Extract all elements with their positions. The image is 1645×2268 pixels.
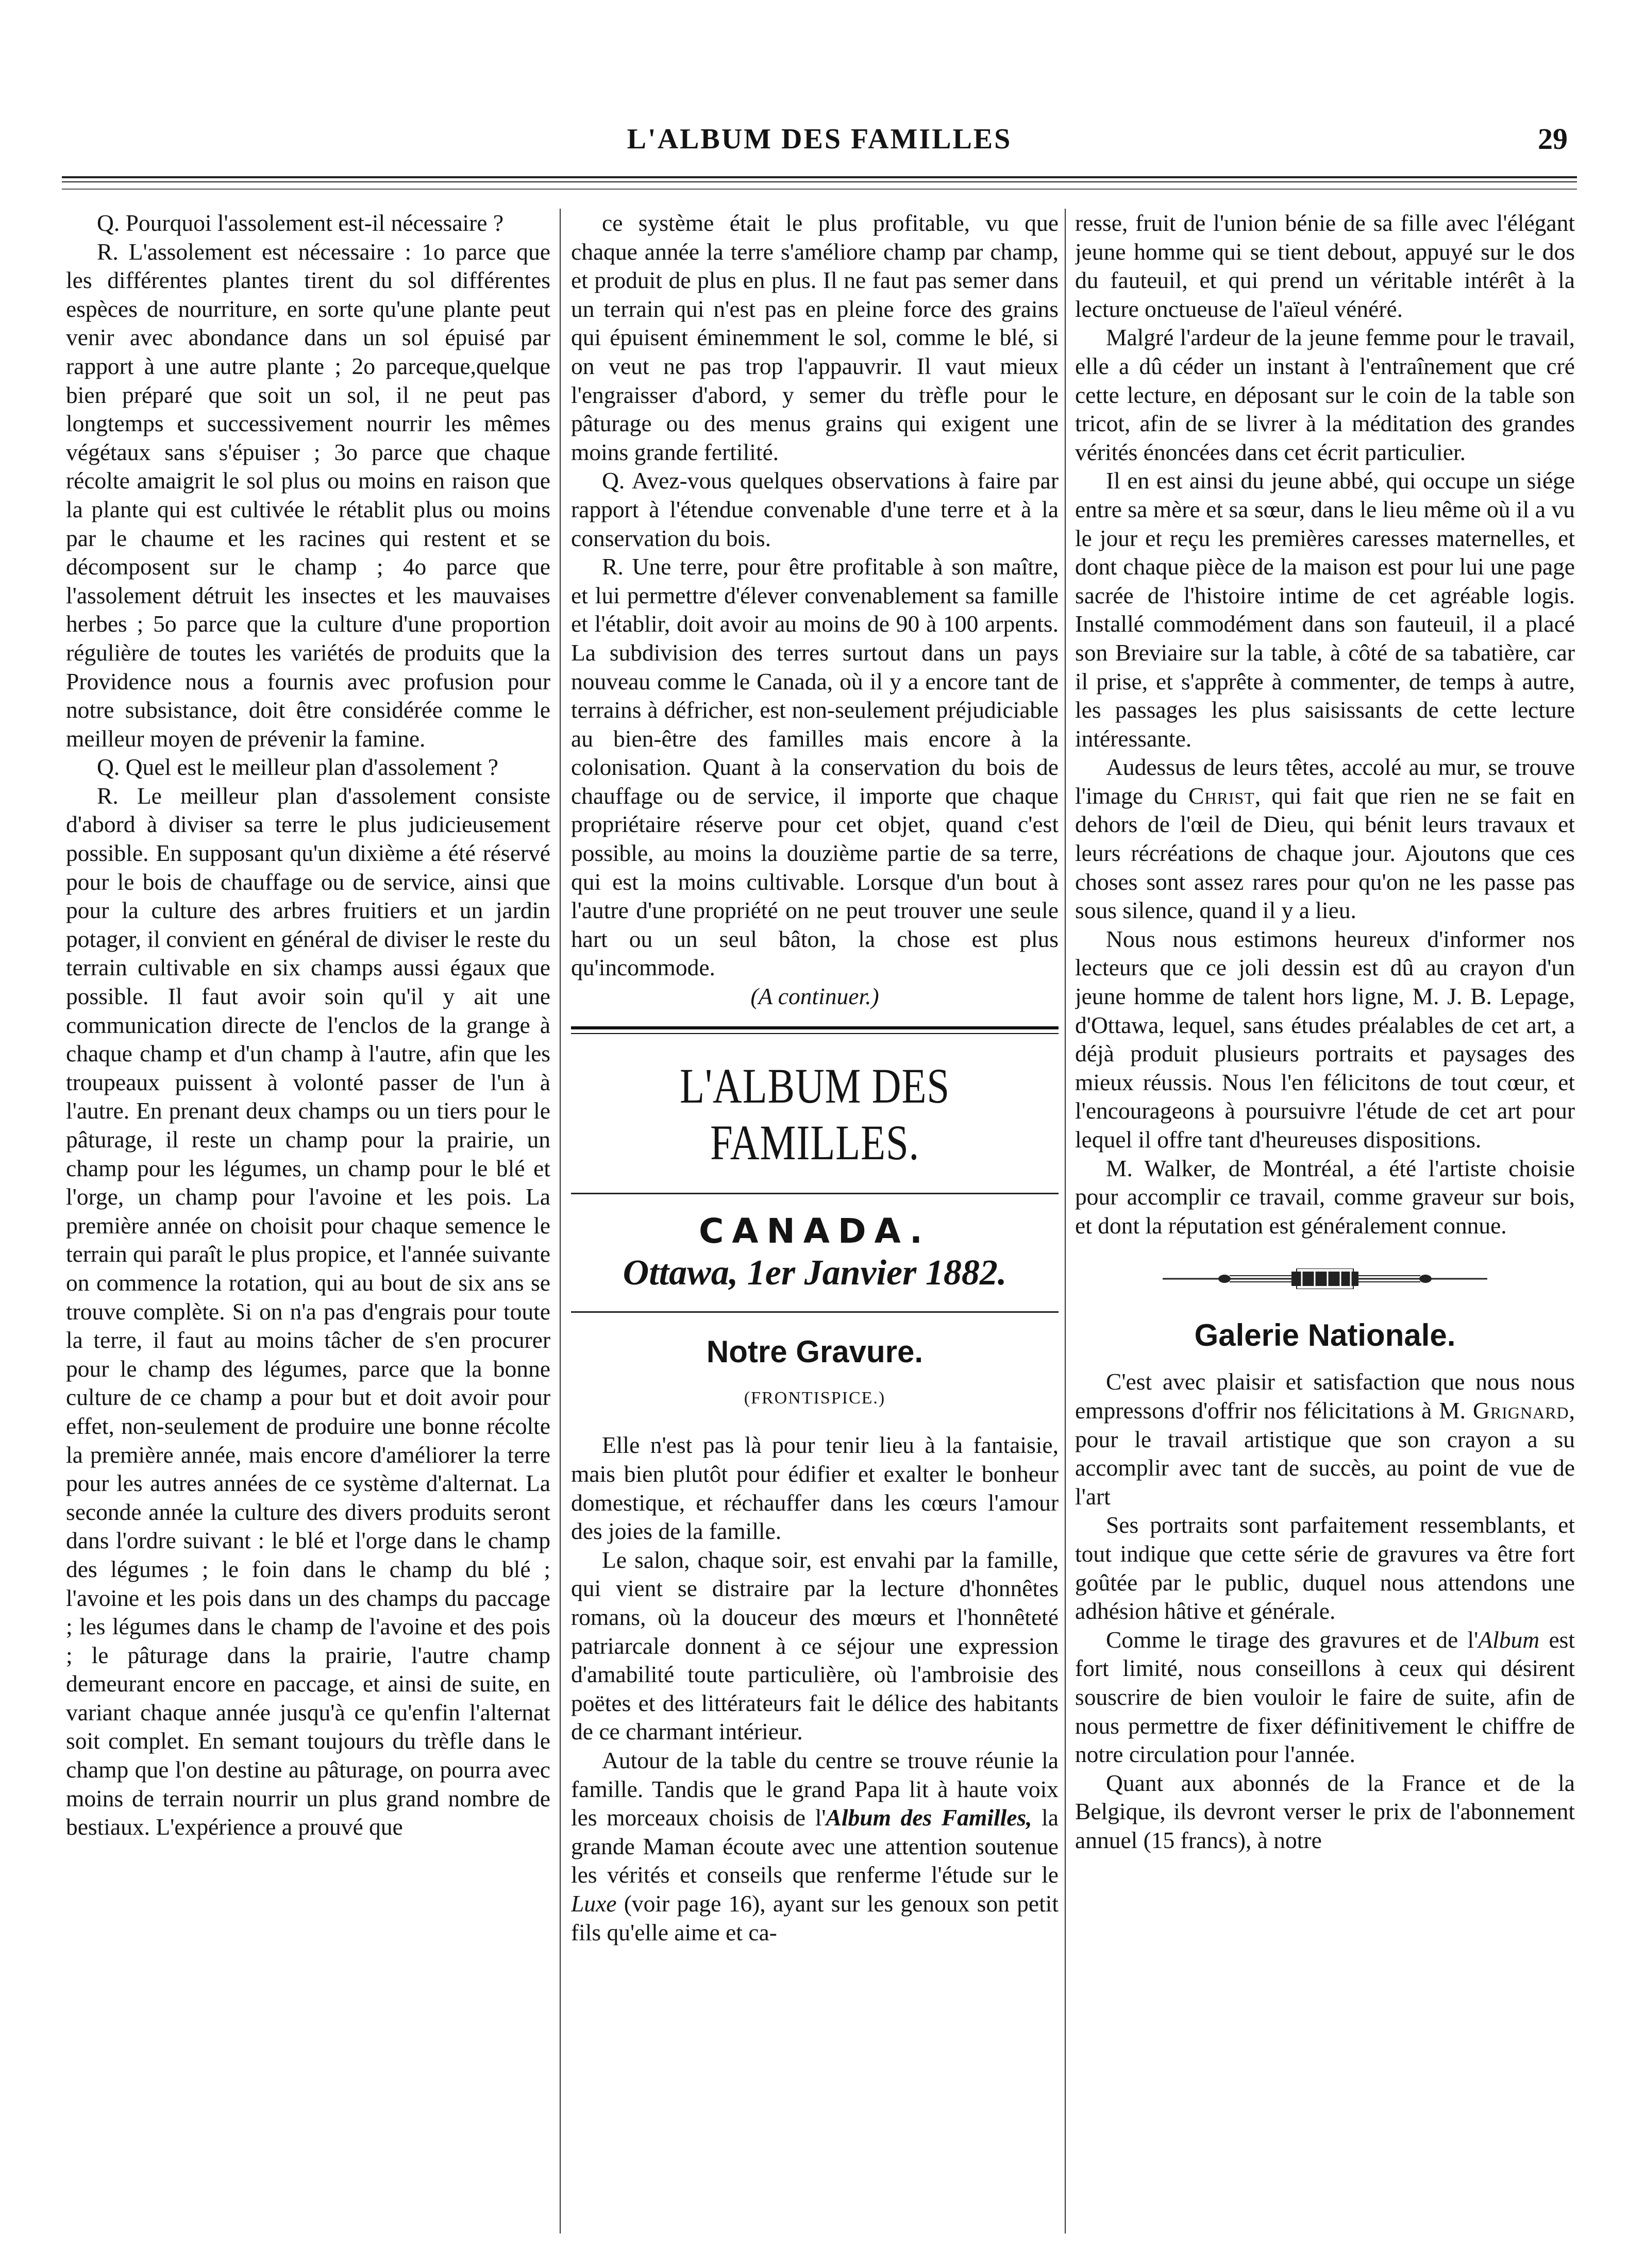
article-title: Galerie Nationale. [1194,1318,1456,1353]
text-run: Comme le tirage des gravures et de l' [1106,1626,1479,1653]
italic-title: Luxe [571,1890,617,1917]
column-3 [1075,209,1575,2249]
paragraph: Nous nous estimons heureux d'informer nos lecteurs que ce joli dessin est dû au crayon d'un jeune homme de talent hors ligne, M. J. B. Lepage, d'Ottawa, lequel, sans études préalables de cet art, a déjà produit plusieurs portraits et paysages des mieux réussis. Nous l'en félicitons de tout cœur, et l'encourageons à poursuivre l'étude de cet art pour lequel il offre tant d'heureuses dispositions. [1075,925,1575,1153]
column-rule-left [560,209,561,2233]
small-caps-word: Grignard [1472,1397,1569,1424]
text-run: la grande Maman écoute avec une attention soutenue les vérités et conseils que renferme l'étude sur le [571,1804,1059,1888]
text-run: (voir page 16), ayant sur les genoux son petit fils qu'elle aime et ca- [571,1890,1059,1945]
paragraph: R. L'assolement est nécessaire : 1o parce que les différentes plantes tirent du sol différentes espèces de nourriture, en sorte qu'une plante peut venir avec abondance dans un sol épuisé par rapport à une autre plante ; 2o parceque,quelque bien préparé que soit un sol, il ne peut pas longtemps et successivement nourrir les mêmes végétaux sans s'épuiser ; 3o parce que chaque récolte amaigrit le sol plus ou moins en raison que la plante qui est cultivée le rétablit plus ou moins par le chaume et les racines qui restent et se décomposent sur le champ ; 4o parce que l'assolement détruit les insectes et les mauvaises herbes ; 5o parce que la culture d'une proportion régulière de toutes les variétés de produits que la Providence nous a fournis avec profusion pour notre subsistance, doit être considérée comme le meilleur moyen de prévenir la famine. [66,238,550,752]
masthead-country: CANADA. [699,1211,931,1251]
paragraph: Quant aux abonnés de la France et de la Belgique, ils devront verser le prix de l'abonnement annuel (15 francs), à notre [1075,1769,1575,1853]
text-run: Autour de la table du centre se trouve réunie la famille. Tandis que le grand Papa lit à haute voix les morceaux choisis de l' [571,1747,1059,1831]
paragraph: Q. Avez-vous quelques observations à faire par rapport à l'étendue convenable d'une terre et à la conservation du bois. [571,467,1059,551]
paragraph: R. Le meilleur plan d'assolement consiste d'abord à diviser sa terre le plus judicieusement possible. En supposant qu'un dixième a été réservé pour le bois de chauffage ou de service, ainsi que pour la culture des arbres fruitiers et un jardin potager, il convient en général de diviser le reste du terrain cultivable en six champs aussi égaux que possible. Il faut avoir soin qu'il y ait une communication directe de l'enclos de la grange à chaque champ et d'un champ à l'autre, afin que les troupeaux puissent à volonté passer de l'un à l'autre. En prenant deux champs ou un tiers pour le pâturage, il reste un champ pour la prairie, un champ pour les légumes, un champ pour le blé et l'orge, un champ pour l'avoine et les pois. La première année on choisit pour chaque semence le terrain qui paraît le plus propice, et l'année suivante on commence la rotation, qui au bout de six ans se trouve complète. Si on n'a pas d'engrais pour toute la terre, il faut au moins tâcher de s'en procurer pour le champ des légumes, parce que la bonne culture de ce champ a pour but et doit avoir pour effet, non-seulement de produire une bonne récolte la première année, mais encore d'améliorer la terre pour les autres années de ce système d'alternat. La seconde année la culture des divers produits seront dans l'ordre suivant : le blé et l'orge dans le champ des légumes ; le foin dans le champ du blé ; l'avoine et les pois dans un des champs du paccage ; les légumes dans le champ de l'avoine et des pois ; le pâturage dans la prairie, l'autre champ demeurant encore en paccage, et ainsi de suite, en variant chaque année jusqu'à ce qu'enfin l'alternat soit complet. En semant toujours du trèfle dans le champ que l'on destine au pâturage, on pourra avec moins de terrain nourrir un plus grand nombre de bestiaux. L'expérience a prouvé que [66,782,550,1840]
paragraph: R. Une terre, pour être profitable à son maître, et lui permettre d'élever convenablement sa famille et l'établir, doit avoir au moins de 90 à 100 arpents. La subdivision des terres surtout dans un pays nouveau comme le Canada, où il y a encore tant de terrains à défricher, est non-seulement préjudiciable au bien-être des familles mais encore à la colonisation. Quant à la conservation du bois de chauffage ou de service, il importe que chaque propriétaire réserve pour cet objet, quand c'est possible, au moins la douzième partie de sa terre, qui est la moins cultivable. Lorsque d'un bout à l'autre d'une propriété on ne peut trouver une seule hart ou un seul bâton, la chose est plus qu'incommode. [571,553,1059,981]
column-rule-right [1065,209,1066,2233]
italic-title: Album des Familles, [826,1804,1032,1831]
paragraph: Le salon, chaque soir, est envahi par la famille, qui vient se distraire par la lecture d'honnêtes romans, où la douceur des mœurs et l'honnêteté patriarcale donnent à ce séjour une expression d'amabilité toute particulière, où l'ambroisie des poëtes et des littérateurs fait le délice des habitants de ce charmant intérieur. [571,1546,1059,1745]
text-run: C'est avec plaisir et satisfaction que nous nous empressons d'offrir nos félicitations à M. [1075,1368,1575,1424]
ornament-divider [1075,1268,1575,1289]
header-rule [62,176,1577,182]
masthead-rule-top [571,1026,1059,1034]
paragraph: Q. Pourquoi l'assolement est-il nécessaire ? [97,210,504,236]
masthead-title: L'ALBUM DES FAMILLES. [680,1058,950,1170]
italic-title: Album [1478,1626,1540,1653]
paragraph: Q. Quel est le meilleur plan d'assolement ? [97,754,498,781]
paragraph: Elle n'est pas là pour tenir lieu à la fantaisie, mais bien plutôt pour édifier et exalter le bonheur domestique, et réchauffer dans les cœurs l'amour des joies de la famille. [571,1432,1059,1545]
column-2 [571,209,1059,2249]
article-subtitle: (FRONTISPICE.) [744,1388,886,1408]
running-header [62,117,1577,164]
paragraph: ce système était le plus profitable, vu que chaque année la terre s'améliore champ par champ, et produit de plus en plus. Il ne faut pas semer dans un terrain qui n'est pas en pleine force des grains qui épuisent éminemment le sol, comme le blé, si on veut ne pas trop l'appauvrir. Il vaut mieux l'engraisser d'abord, y semer du trèfle pour le pâturage ou des menus grains qui exigent une moins grande fertilité. [571,210,1059,465]
text-run: Audessus de leurs têtes, accolé au mur, se trouve l'image du [1075,754,1575,809]
paragraph: Malgré l'ardeur de la jeune femme pour le travail, elle a dû céder un instant à l'entraînement que cré cette lecture, en déposant sur le coin de la table son tricot, afin de se livrer à la méditation des grandes vérités énoncées dans cet écrit particulier. [1075,324,1575,465]
paragraph [1075,753,1575,925]
header-rule-thin [62,189,1577,190]
paragraph: M. Walker, de Montréal, a été l'artiste choisie pour accomplir ce travail, comme graveur sur bois, et dont la réputation est généralement connue. [1075,1155,1575,1239]
column-1 [66,209,550,2249]
paragraph: Il en est ainsi du jeune abbé, qui occupe un siége entre sa mère et sa sœur, dans le lieu même où il a vu le jour et reçu les premières caresses maternelles, et dont chaque pièce de la maison est pour lui une page sacrée de l'histoire intime de cet agréable logis. Installé commodément dans son fauteuil, il a placé son Breviaire sur la table, à côté de sa tabatière, car il prise, et s'apprête à commenter, de temps à autre, les passages les plus saisissants de cette lecture intéressante. [1075,467,1575,752]
text-run: est fort limité, nous conseillons à ceux qui désirent souscrire de bien vouloir le faire de suite, afin de nous permettre de fixer définitivement le chiffre de notre circulation pour l'année. [1075,1626,1575,1768]
text-run: , qui fait que rien ne se fait en dehors de l'œil de Dieu, qui bénit leurs travaux et leurs récréations de chaque jour. Ajoutons que ces choses sont assez rares pour qu'on ne les passe pas sous silence, quand il y a lieu. [1075,782,1575,924]
running-title: L'ALBUM DES FAMILLES [627,123,1012,155]
paragraph: Ses portraits sont parfaitement ressemblants, et tout indique que cette série de gravures va être fort goûtée par le public, duquel nous attendons une adhésion hâtive et générale. [1075,1512,1575,1624]
text-run: , pour le travail artistique que son crayon a su accomplir avec tant de succès, au point de vue de l'art [1075,1397,1575,1510]
article-title: Notre Gravure. [706,1334,924,1369]
masthead-rule [571,1193,1059,1194]
continuation-note: (A continuer.) [750,983,879,1010]
page-number: 29 [1538,122,1568,156]
paragraph [571,1746,1059,1947]
masthead-rule-bottom [571,1311,1059,1313]
masthead-date: Ottawa, 1er Janvier 1882. [623,1253,1007,1293]
ornament-icon [1075,1268,1575,1289]
paragraph [1075,1626,1575,1769]
paragraph [1075,1367,1575,1511]
small-caps-word: Christ [1188,782,1255,809]
paragraph: resse, fruit de l'union bénie de sa fille avec l'élégant jeune homme qui se tient debout, appuyé sur le dos du fauteuil, et qui prend un véritable intérêt à la lecture onctueuse de l'aïeul vénéré. [1075,210,1575,322]
